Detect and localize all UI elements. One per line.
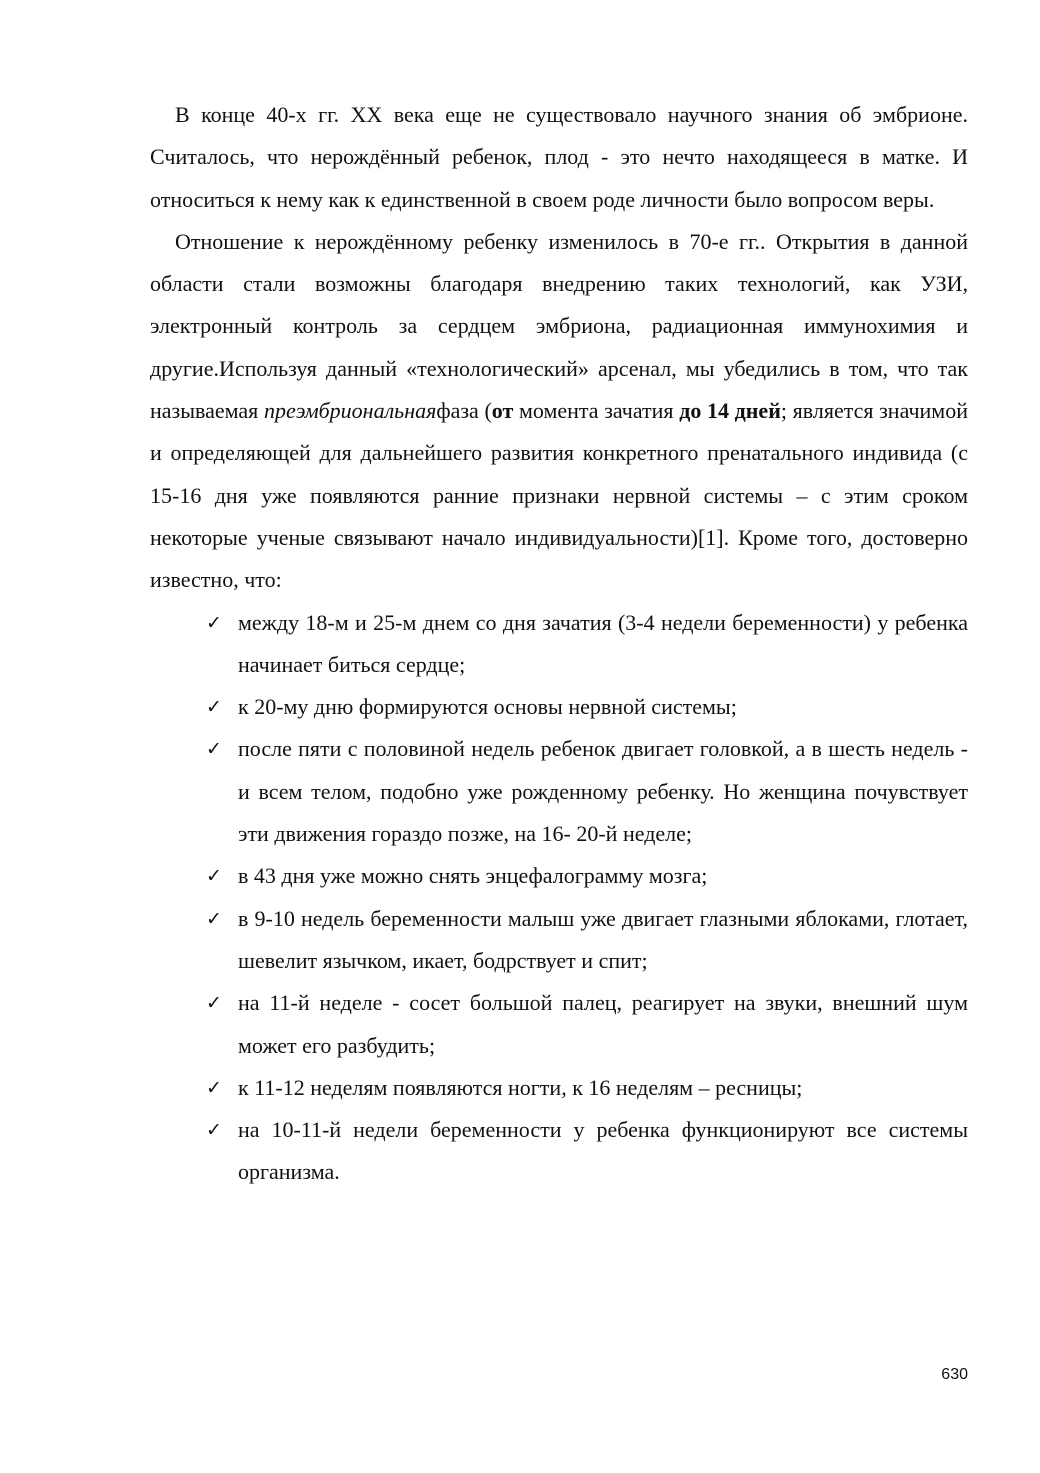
check-icon: ✓ — [206, 992, 222, 1015]
list-item — [206, 686, 968, 728]
check-icon: ✓ — [206, 1119, 222, 1142]
paragraph-2-text-2: фаза ( — [436, 398, 492, 424]
list-item-text: к 20-му дню формируются основы нервной системы; — [238, 694, 737, 720]
check-icon: ✓ — [206, 907, 222, 930]
paragraph-2 — [150, 221, 968, 602]
list-item — [206, 855, 968, 897]
bold-from: от — [491, 398, 514, 424]
check-icon: ✓ — [206, 1076, 222, 1099]
check-icon: ✓ — [206, 738, 222, 761]
document-page — [150, 94, 968, 1194]
list-item-text: к 11-12 неделям появляются ногти, к 16 неделям – ресницы; — [238, 1074, 803, 1100]
check-icon: ✓ — [206, 611, 222, 634]
list-item-text: на 10-11-й недели беременности у ребенка функционируют все системы организма. — [238, 1117, 968, 1185]
list-item — [206, 602, 968, 687]
check-icon: ✓ — [206, 696, 222, 719]
check-icon: ✓ — [206, 865, 222, 888]
paragraph-2-text-1: Отношение к нерождённому ребенку изменилось в 70-е гг.. Открытия в данной области стали возможны благодаря внедрению таких технологий, как УЗИ, электронный контроль за сердцем эмбриона, радиационная иммунохимия и другие.Используя данный «технологический» арсенал, мы убедились в том, что так называемая — [150, 228, 968, 424]
bold-to: до 14 дней — [679, 398, 781, 424]
paragraph-2-text-3: момента зачатия — [513, 398, 680, 424]
list-item-text: в 9-10 недель беременности малыш уже двигает глазными яблоками, глотает, шевелит язычком, икает, бодрствует и спит; — [238, 905, 968, 973]
paragraph-1: В конце 40-х гг. XX века еще не существовало научного знания об эмбрионе. Считалось, что нерождённый ребенок, плод - это нечто находящееся в матке. И относиться к нему как к единственной в своем роде личности было вопросом веры. — [150, 102, 968, 212]
paragraph-2-text-4: ; является значимой и определяющей для дальнейшего развития конкретного пренатального индивида (с 15-16 дня уже появляются ранние признаки нервной системы – с этим сроком некоторые ученые связывают начало индивидуальности)[1]. Кроме того, достоверно известно, что: — [150, 398, 969, 593]
checklist — [150, 602, 968, 1194]
list-item — [206, 1067, 968, 1109]
list-item — [206, 898, 968, 983]
list-item — [206, 982, 968, 1067]
italic-term: преэмбриональная — [263, 398, 437, 424]
list-item — [206, 1109, 968, 1194]
list-item-text: в 43 дня уже можно снять энцефалограмму мозга; — [238, 863, 708, 889]
list-item-text: на 11-й неделе - сосет большой палец, реагирует на звуки, внешний шум может его разбудить; — [238, 990, 968, 1058]
list-item — [206, 728, 968, 855]
page-number: 630 — [941, 1366, 968, 1383]
list-item-text: между 18-м и 25-м днем со дня зачатия (3-4 недели беременности) у ребенка начинает биться сердце; — [238, 609, 968, 677]
list-item-text: после пяти с половиной недель ребенок двигает головкой, а в шесть недель - и всем телом, подобно уже рожденному ребенку. Но женщина почувствует эти движения гораздо позже, на 16- 20-й неделе; — [238, 736, 968, 847]
